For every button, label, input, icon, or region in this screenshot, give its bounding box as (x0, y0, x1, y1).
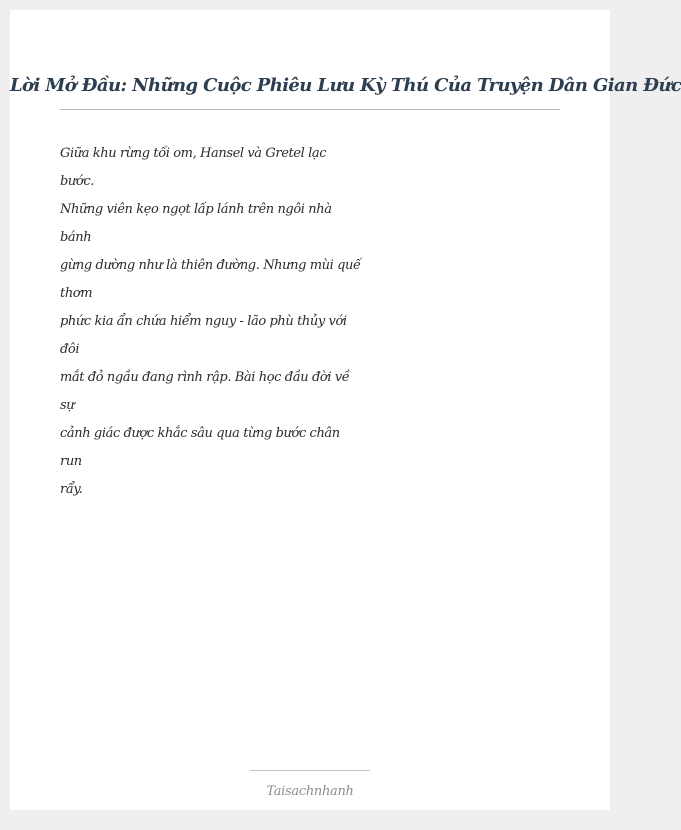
chapter-body (60, 140, 390, 504)
body-line: cảnh giác được khắc sâu qua từng bước chân (60, 426, 340, 441)
book-page (10, 10, 681, 810)
body-line: đôi (60, 342, 80, 357)
body-line: thơm (60, 286, 93, 301)
body-line: bước. (60, 174, 94, 189)
body-line: rẩy. (60, 482, 83, 497)
body-line: gừng dường như là thiên đường. Nhưng mùi quế (60, 258, 361, 273)
footer-divider (250, 770, 370, 771)
title-divider (60, 109, 560, 110)
body-line: sự (60, 398, 75, 413)
body-line: bánh (60, 230, 92, 245)
body-line: Giữa khu rừng tối om, Hansel và Gretel lạc (60, 146, 327, 161)
body-line: mắt đỏ ngầu đang rình rập. Bài học đầu đời về (60, 370, 350, 385)
footer-brand: Taisachnhanh (266, 784, 354, 799)
chapter-title: Lời Mở Đầu: Những Cuộc Phiêu Lưu Kỳ Thú Của Truyện Dân Gian Đức (10, 75, 681, 96)
body-line: Những viên kẹo ngọt lấp lánh trên ngôi nhà (60, 202, 332, 217)
body-line: phức kia ẩn chứa hiểm nguy - lão phù thủy với (60, 314, 347, 329)
body-line: run (60, 454, 82, 469)
